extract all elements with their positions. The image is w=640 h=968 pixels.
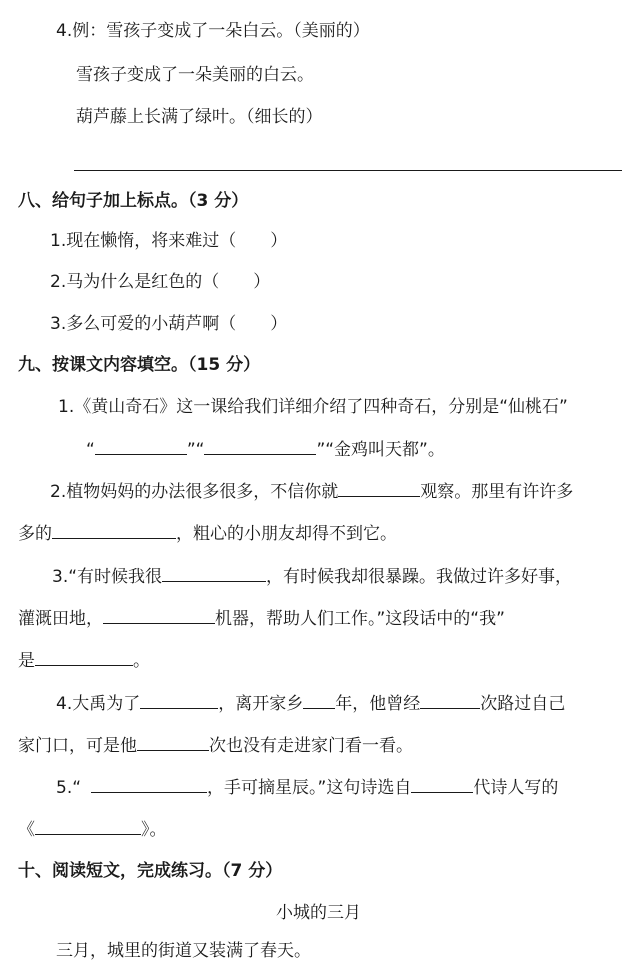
s9-q5-line2 bbox=[18, 818, 167, 841]
s9-q5-blank-3[interactable] bbox=[35, 818, 141, 835]
s9-q2-line2 bbox=[18, 522, 397, 545]
s9-q2-blank-1[interactable] bbox=[338, 480, 420, 497]
s9-q4-text-4: 次路过自己 bbox=[480, 694, 566, 714]
s9-q3-text-3: 灌溉田地， bbox=[18, 609, 103, 629]
s9-q5-blank-1[interactable] bbox=[91, 776, 207, 793]
s9-q2-text-2: 观察。那里有许许多 bbox=[420, 482, 574, 502]
s9-q3-text-1: 3.“有时候我很 bbox=[52, 567, 163, 587]
q4-example: 4.例：雪孩子变成了一朵白云。（美丽的） bbox=[56, 21, 370, 41]
q4-prompt: 葫芦藤上长满了绿叶。（细长的） bbox=[76, 107, 323, 127]
s9-q5-blank-2[interactable] bbox=[411, 776, 473, 793]
s9-q1-blank-1[interactable] bbox=[95, 438, 187, 455]
s9-q3-text-6: 。 bbox=[133, 651, 150, 671]
s9-q1-blank-2[interactable] bbox=[204, 438, 316, 455]
s9-q5-text-1: 5.“ bbox=[56, 778, 82, 798]
s9-q4-text-1: 4.大禹为了 bbox=[56, 694, 141, 714]
section8-heading: 八、给句子加上标点。（3 分） bbox=[18, 191, 249, 211]
s9-q3-text-4: 机器，帮助人们工作。”这段话中的“我” bbox=[215, 609, 505, 629]
s9-q2-line1 bbox=[50, 480, 573, 503]
s9-q4-blank-1[interactable] bbox=[140, 692, 218, 709]
s9-q4-text-2: ，离开家乡 bbox=[218, 694, 304, 714]
passage-first-line: 三月，城里的街道又装满了春天。 bbox=[56, 941, 311, 961]
s9-q2-text-4: ，粗心的小朋友却得不到它。 bbox=[176, 524, 397, 544]
section9-heading: 九、按课文内容填空。（15 分） bbox=[18, 355, 261, 375]
s9-q3-blank-1[interactable] bbox=[162, 565, 266, 582]
s9-q3-line3 bbox=[18, 649, 150, 672]
s9-q4-text-6: 次也没有走进家门看一看。 bbox=[209, 736, 413, 756]
s9-q2-text-3: 多的 bbox=[18, 524, 52, 544]
s9-q1-tail: ”“金鸡叫天都”。 bbox=[316, 440, 445, 460]
s9-q1-line2 bbox=[86, 438, 445, 461]
s9-q5-text-4: 《 bbox=[18, 820, 35, 840]
section10-heading: 十、阅读短文，完成练习。（7 分） bbox=[18, 861, 283, 881]
s9-q4-blank-2[interactable] bbox=[303, 692, 335, 709]
s9-q5-text-2: ，手可摘星辰。”这句诗选自 bbox=[207, 778, 412, 798]
section8-item-1: 1.现在懒惰，将来难过（ ） bbox=[50, 231, 288, 251]
s9-q4-text-5: 家门口，可是他 bbox=[18, 736, 137, 756]
s9-q4-text-3: 年，他曾经 bbox=[335, 694, 421, 714]
s9-q3-blank-2[interactable] bbox=[103, 607, 215, 624]
section8-item-3: 3.多么可爱的小葫芦啊（ ） bbox=[50, 314, 288, 334]
s9-q4-blank-4[interactable] bbox=[137, 734, 209, 751]
s9-q3-blank-3[interactable] bbox=[35, 649, 133, 666]
passage-title: 小城的三月 bbox=[276, 903, 361, 923]
s9-q1-quote-open: “ bbox=[86, 440, 95, 460]
s9-q3-line2 bbox=[18, 607, 505, 630]
s9-q4-blank-3[interactable] bbox=[420, 692, 480, 709]
s9-q1-quote-mid: ”“ bbox=[186, 440, 205, 460]
s9-q3-text-5: 是 bbox=[18, 651, 35, 671]
s9-q4-line2 bbox=[18, 734, 413, 757]
section8-item-2: 2.马为什么是红色的（ ） bbox=[50, 272, 271, 292]
s9-q3-line1 bbox=[52, 565, 572, 588]
s9-q2-text-1: 2.植物妈妈的办法很多很多，不信你就 bbox=[50, 482, 339, 502]
s9-q1-line1: 1.《黄山奇石》这一课给我们详细介绍了四种奇石，分别是“仙桃石” bbox=[58, 397, 568, 417]
q4-example-answer: 雪孩子变成了一朵美丽的白云。 bbox=[76, 65, 314, 85]
s9-q5-line1 bbox=[56, 776, 558, 799]
s9-q4-line1 bbox=[56, 692, 565, 715]
s9-q5-text-5: 》。 bbox=[141, 820, 167, 840]
s9-q3-text-2: ，有时候我却很暴躁。我做过许多好事， bbox=[266, 567, 573, 587]
s9-q2-blank-2[interactable] bbox=[52, 522, 176, 539]
s9-q5-text-3: 代诗人写的 bbox=[473, 778, 559, 798]
q4-answer-line[interactable] bbox=[74, 170, 622, 171]
